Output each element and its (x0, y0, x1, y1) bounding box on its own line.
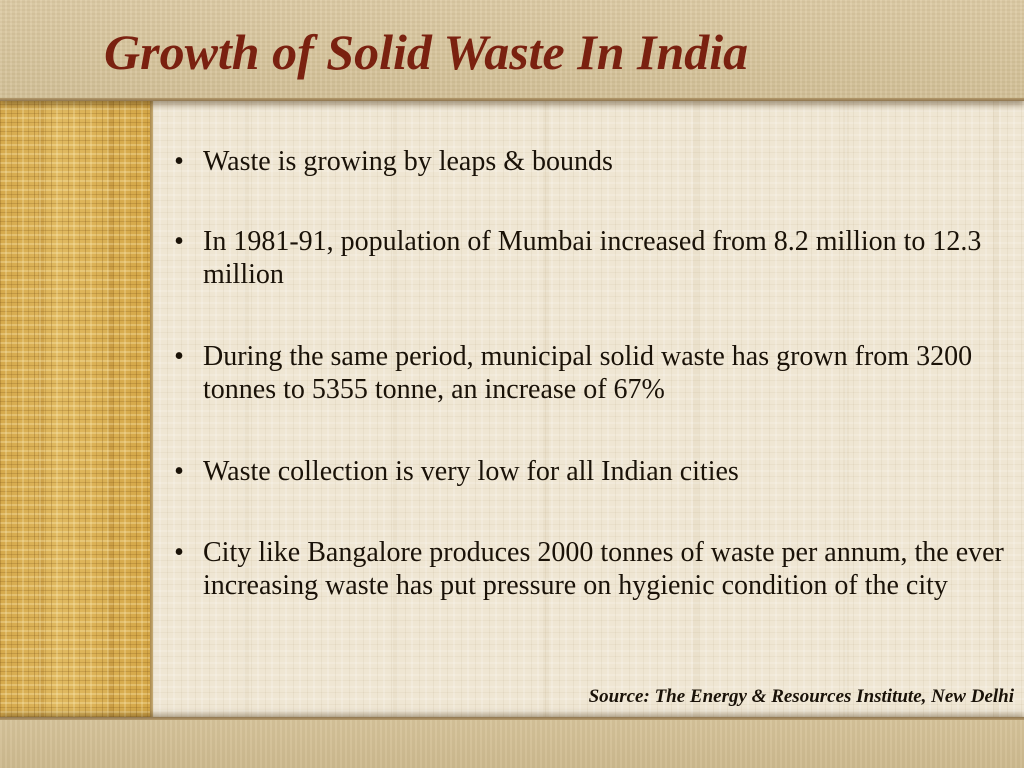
bullet-item (165, 145, 1010, 178)
bullet-list (165, 145, 1010, 602)
bullet-item (165, 455, 1010, 488)
bullet-text: In 1981-91, population of Mumbai increased from 8.2 million to 12.3 million (203, 226, 982, 290)
title-band (0, 0, 1024, 101)
bullet-text: Waste collection is very low for all Indian cities (203, 456, 739, 487)
bullet-text: During the same period, municipal solid waste has grown from 3200 tonnes to 5355 tonne, an increase of 67% (203, 341, 973, 405)
bullet-dot-icon: • (174, 146, 184, 177)
bottom-band (0, 717, 1024, 768)
bullet-dot-icon: • (174, 537, 184, 568)
bullet-dot-icon: • (174, 456, 184, 487)
bullet-dot-icon: • (174, 341, 184, 372)
decorative-plaid-strip (0, 101, 153, 717)
slide-content (153, 101, 1024, 717)
bullet-item (165, 536, 1010, 602)
bullet-dot-icon: • (174, 226, 184, 257)
bullet-text: Waste is growing by leaps & bounds (203, 146, 613, 177)
slide-title: Growth of Solid Waste In India (104, 24, 749, 80)
bullet-item (165, 340, 1010, 406)
source-citation: Source: The Energy & Resources Institute, New Delhi (588, 686, 1014, 707)
bullet-item (165, 225, 1010, 291)
bullet-text: City like Bangalore produces 2000 tonnes of waste per annum, the ever increasing waste has put pressure on hygienic condition of the city (203, 537, 1004, 601)
